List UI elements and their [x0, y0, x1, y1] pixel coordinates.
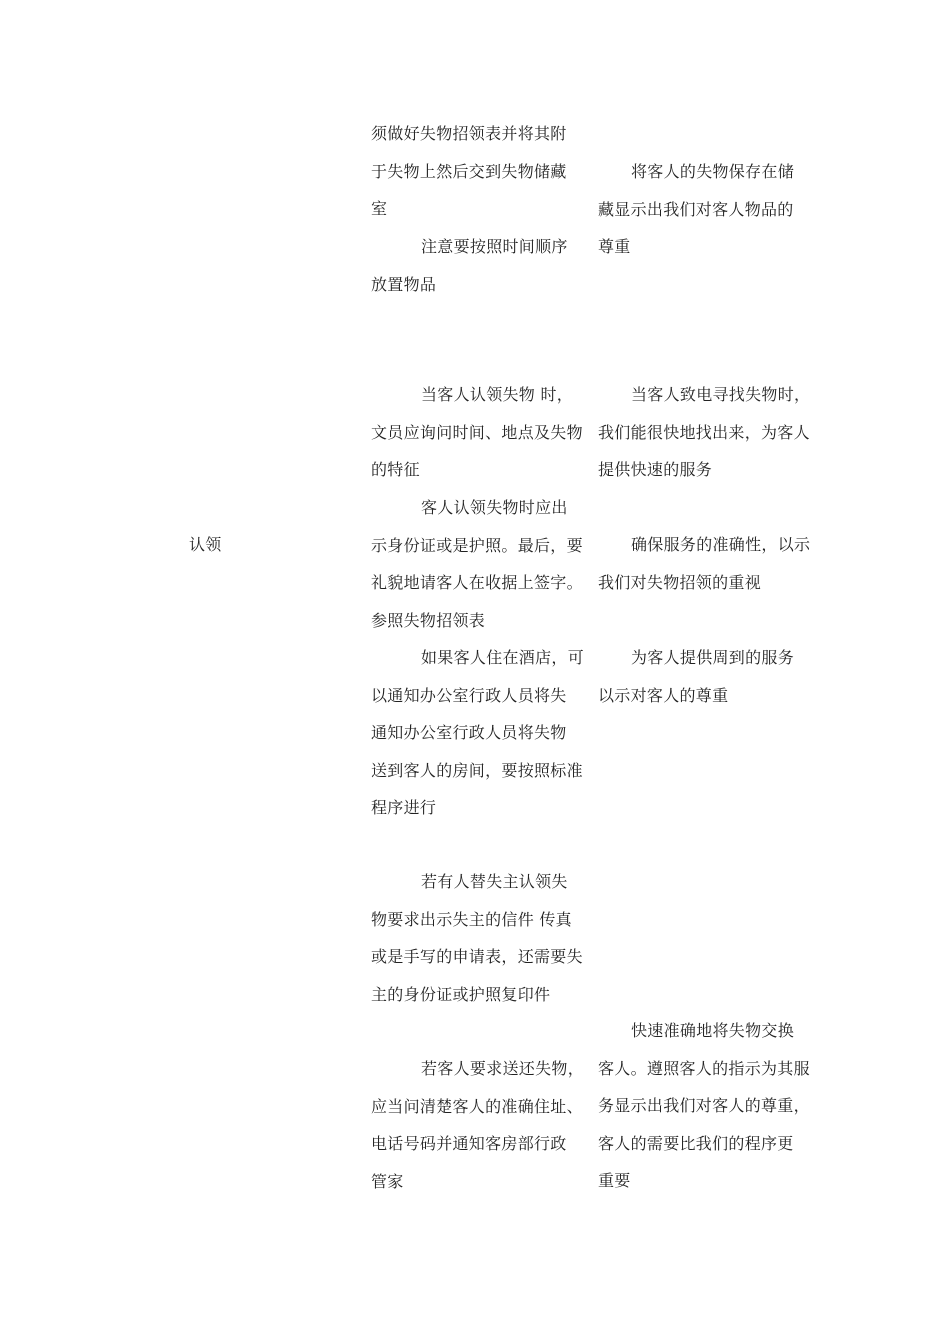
procedure-line: 室: [371, 199, 388, 218]
procedure-line: 礼貌地请客人在收据上签字。: [371, 573, 583, 592]
procedure-line: 若客人要求送还失物，: [421, 1059, 585, 1078]
procedure-paragraph: [371, 489, 593, 639]
procedure-line: 须做好失物招领表并将其附: [371, 124, 567, 143]
procedure-line: 主的身份证或护照复印件: [371, 984, 551, 1004]
standard-line: 确保服务的准确性，以示: [631, 535, 811, 554]
procedure-line: 注意要按照时间顺序: [421, 237, 568, 256]
standard-paragraph: [598, 153, 828, 266]
standard-line: 我们对失物招领的重视: [598, 572, 762, 592]
procedure-line: 的特征: [371, 460, 420, 479]
procedure-line: 客人认领失物时应出: [421, 498, 568, 517]
procedure-line: 参照失物招领表: [371, 610, 486, 630]
procedure-line: 电话号码并通知客房部行政: [371, 1134, 567, 1153]
standard-line: 提供快速的服务: [598, 460, 713, 479]
standard-line: 务显示出我们对客人的尊重，: [598, 1096, 810, 1115]
standard-line: 当客人致电寻找失物时，: [631, 385, 811, 404]
step-label-block: [189, 526, 339, 564]
standard-line: 我们能很快地找出来，为客人: [598, 422, 810, 442]
procedure-paragraph: [371, 1050, 593, 1200]
standard-paragraph: [598, 376, 828, 489]
standard-line: 将客人的失物保存在储: [631, 162, 795, 181]
standard-line: 客人的需要比我们的程序更: [598, 1133, 794, 1153]
procedure-paragraph: [371, 863, 593, 1013]
procedure-paragraph: [371, 115, 593, 228]
procedure-line: 于失物上然后交到失物储藏: [371, 161, 567, 181]
standard-line: 藏显示出我们对客人物品的: [598, 199, 794, 219]
procedure-line: 程序进行: [371, 798, 437, 817]
standard-line: 客人。遵照客人的指示为其服: [598, 1058, 810, 1078]
procedure-line: 应当问清楚客人的准确住址、: [371, 1096, 583, 1116]
standard-line: 快速准确地将失物交换: [631, 1021, 795, 1040]
procedure-line: 送到客人的房间，要按照标准: [371, 760, 583, 780]
procedure-paragraph: [371, 376, 593, 489]
procedure-paragraph: [371, 228, 593, 303]
procedure-line: 或是手写的申请表，还需要失: [371, 947, 583, 966]
standard-paragraph: [598, 1012, 828, 1200]
standard-line: 重要: [598, 1171, 631, 1190]
procedure-line: 如果客人住在酒店，可: [421, 648, 585, 667]
procedure-line: 物要求出示失主的信件 传真: [371, 909, 572, 929]
procedure-line: 若有人替失主认领失: [421, 872, 568, 891]
step-label: 认领: [189, 535, 222, 554]
procedure-line: 文员应询问时间、地点及失物: [371, 422, 583, 442]
procedure-paragraph: [371, 639, 593, 827]
standard-paragraph: [598, 526, 828, 601]
standard-line: 为客人提供周到的服务: [631, 648, 795, 667]
procedure-line: 以通知办公室行政人员将失: [371, 685, 567, 705]
procedure-line: 示身份证或是护照。最后，要: [371, 535, 583, 555]
procedure-line: 管家: [371, 1171, 404, 1191]
standard-line: 以示对客人的尊重: [598, 685, 729, 705]
procedure-line: 放置物品: [371, 274, 437, 294]
procedure-line: 通知办公室行政人员将失物: [371, 723, 567, 742]
standard-paragraph: [598, 639, 828, 714]
standard-line: 尊重: [598, 237, 631, 256]
procedure-line: 当客人认领失物 时，: [421, 385, 574, 404]
